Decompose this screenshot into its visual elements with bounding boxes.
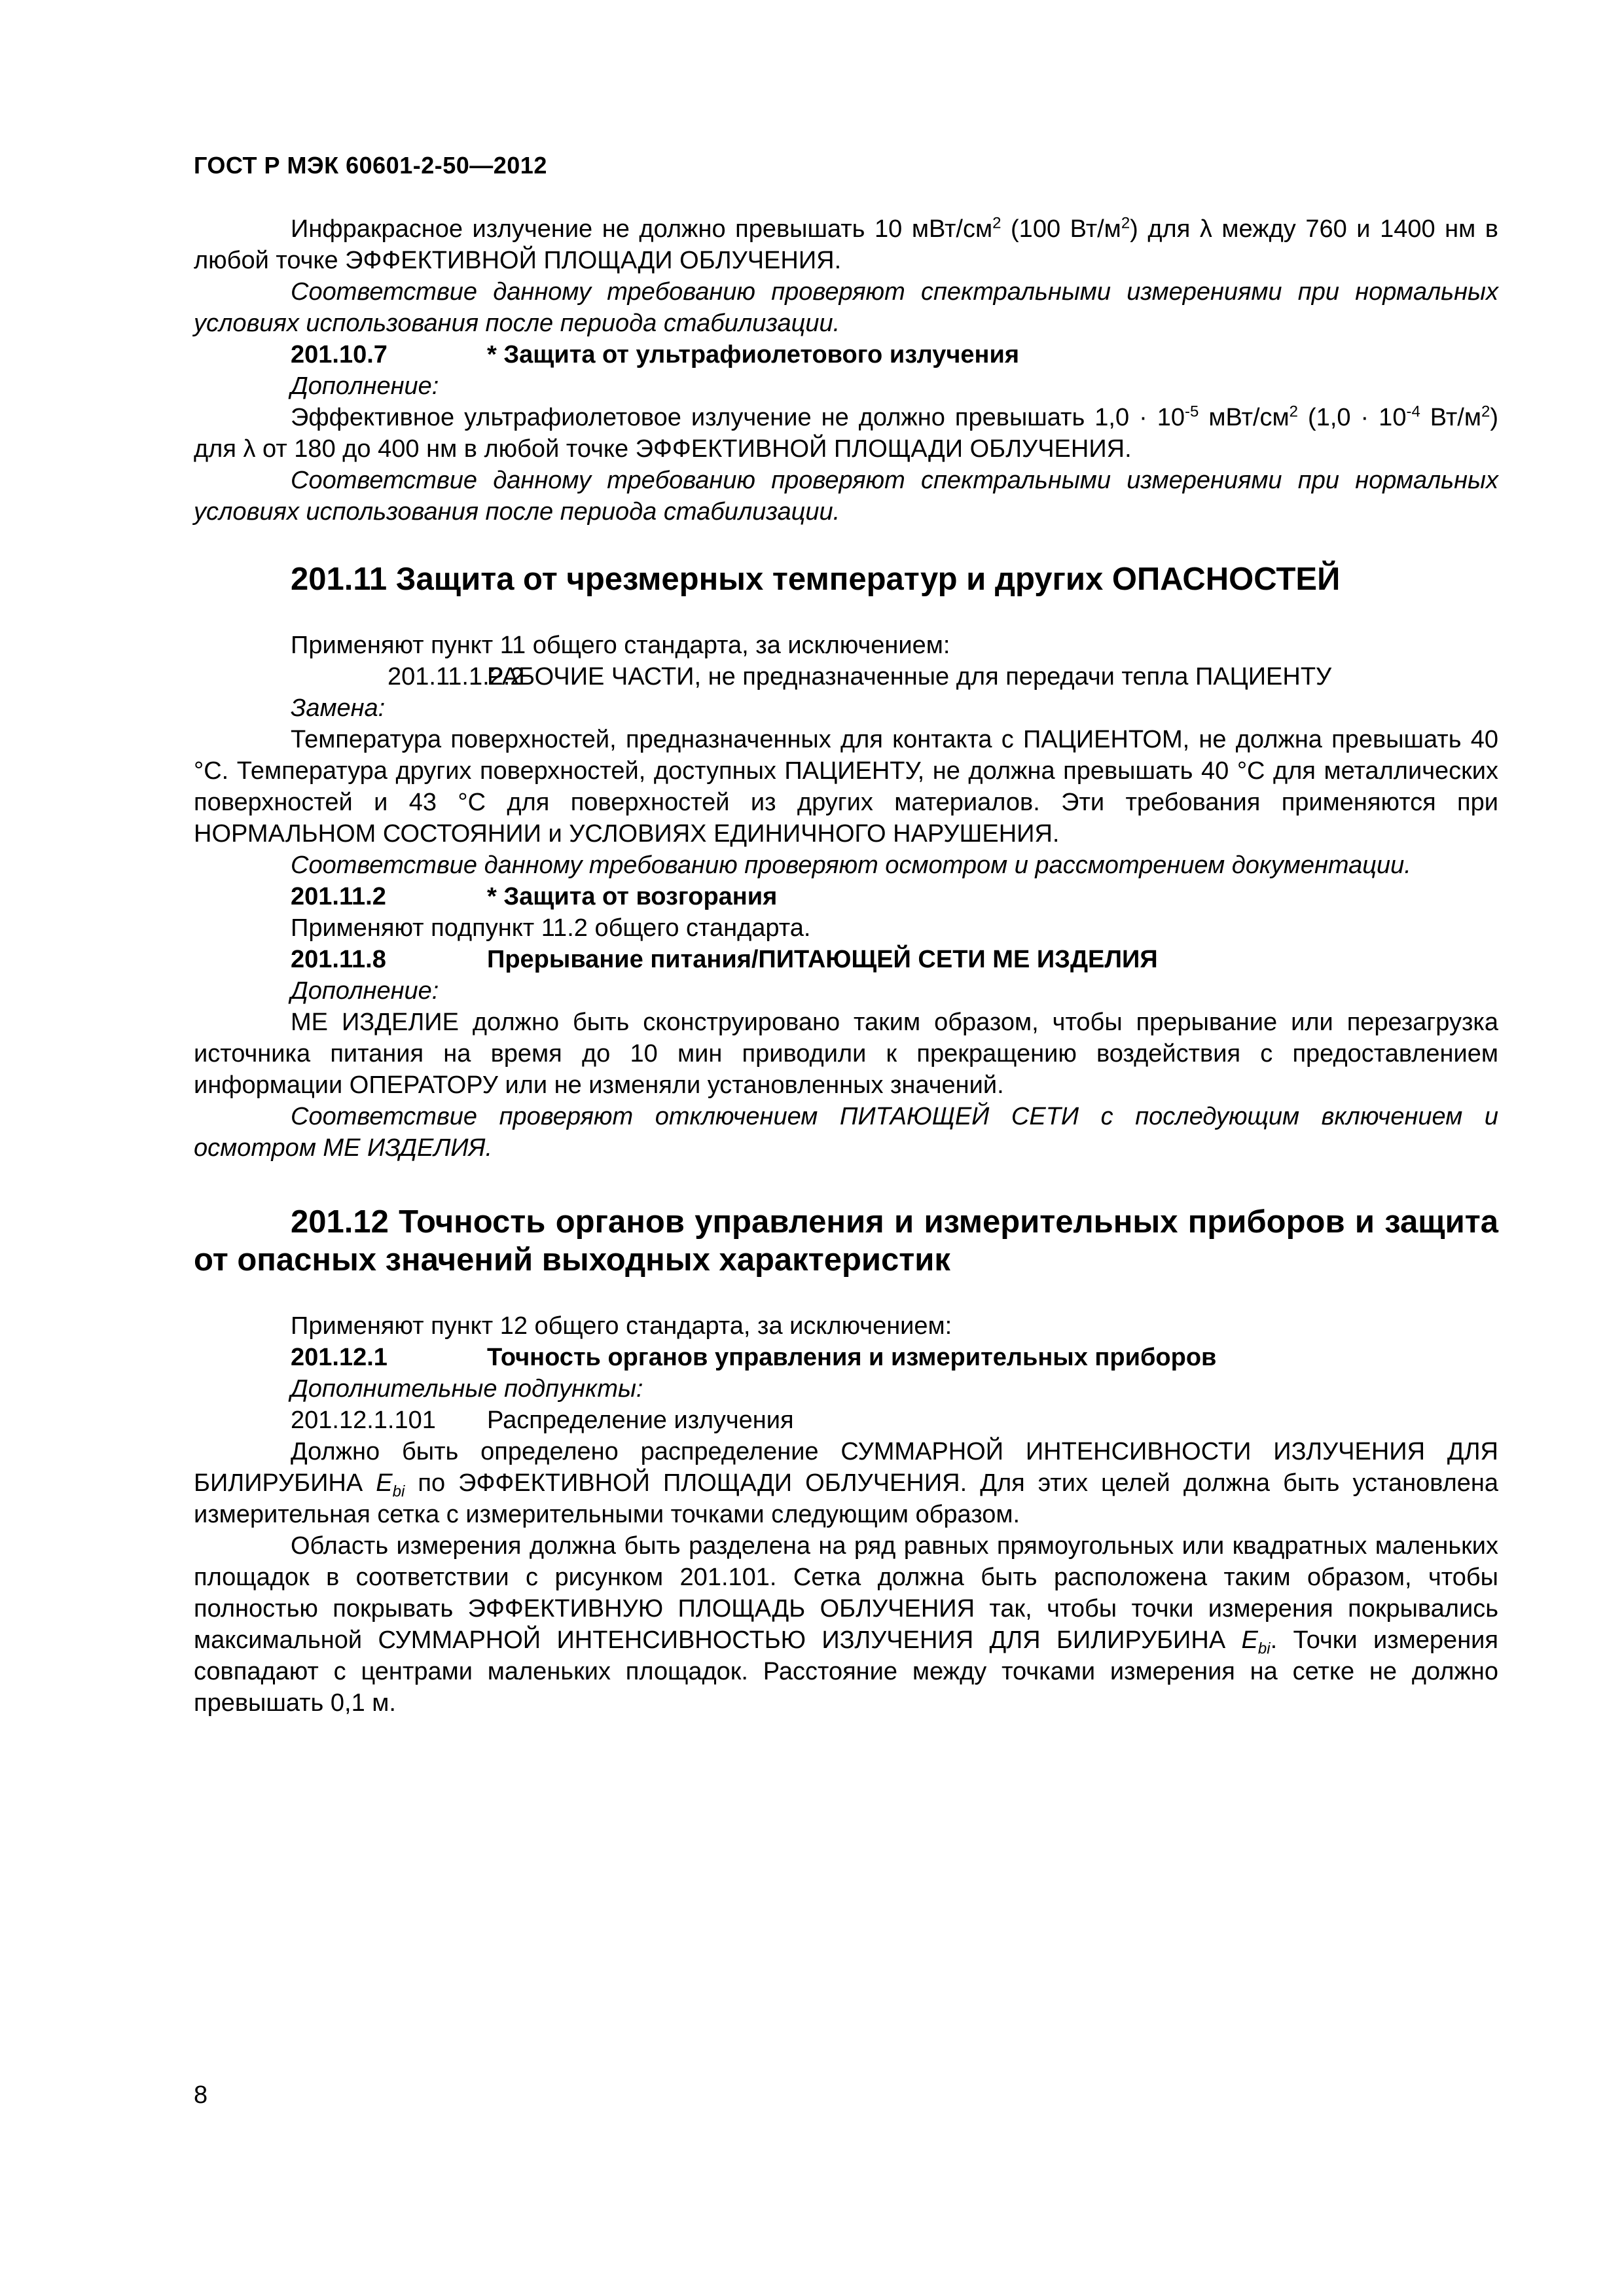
additional-subclauses-label: Дополнительные подпункты: [291,1375,643,1403]
paragraph-temperature: Температура поверхностей, предназначенных для контакта с ПАЦИЕНТОМ, не должна превышать 40 °С. Температура других поверхностей, доступных ПАЦИЕНТУ, не должна превышать 40 °С для металлических поверхностей и 43 °С для поверхностей из других материалов. Эти требования применяются при НОРМАЛЬНОМ СОСТОЯНИИ и УСЛОВИЯХ ЕДИНИЧНОГО НАРУШЕНИЯ. [194,726,1498,848]
paragraph-measurement-grid: Область измерения должна быть разделена на ряд равных прямоугольных или квадратных маленьких площадок в соответствии с рисунком 201.101. Сетка должна быть расположена таким образом, чтобы полностью покрывать ЭФФЕКТИВНУЮ ПЛОЩАДЬ ОБЛУЧЕНИЯ так, чтобы точки измерения покрывались максимальной СУММАРНОЙ ИНТЕНСИВНОСТЬЮ ИЗЛУЧЕНИЯ ДЛЯ БИЛИРУБИНА $E_{bi}$. Точки измерения совпадают с центрами маленьких площадок. Расстояние между точками измерения на сетке не должно превышать 0,1 м. [194,1532,1498,1717]
document-body [194,213,1498,1719]
subclause-201-12-1-101: 201.12.1.101 Распределение излучения [291,1407,794,1434]
compliance-uv: Соответствие данному требованию проверяют спектральными измерениями при нормальных условиях использования после периода стабилизации. [194,467,1498,526]
addition-label: Дополнение: [291,372,439,400]
section-heading-201-12: 201.12 Точность органов управления и измерительных приборов и защита от опасных значений выходных характеристик [194,1204,1498,1278]
replacement-label: Замена: [291,694,386,722]
subclause-201-12-1: 201.12.1 Точность органов управления и измерительных приборов [291,1344,1217,1371]
compliance-infrared: Соответствие данному требованию проверяют спектральными измерениями при нормальных условиях использования после периода стабилизации. [194,278,1498,337]
paragraph-infrared: Инфракрасное излучение не должно превышать 10 мВт/$см^2$ (100 $Вт/м^2$) для λ между 760 и 1400 нм в любой точке ЭФФЕКТИВНОЙ ПЛОЩАДИ ОБЛУЧЕНИЯ. [194,214,1498,274]
page-number: 8 [194,2081,208,2109]
document-header: ГОСТ Р МЭК 60601-2-50—2012 [194,152,547,179]
symbol-ebi: $E_{bi}$ [1241,1626,1271,1658]
subclause-201-11-1-2-2: 201.11.1.2.2РАБОЧИЕ ЧАСТИ, не предназначенные для передачи тепла ПАЦИЕНТУ [388,663,1332,691]
compliance-power-interruption: Соответствие проверяют отключением ПИТАЮЩЕЙ СЕТИ с последующим включением и осмотром МЕ ИЗДЕЛИЯ. [194,1103,1498,1162]
paragraph-s11-intro: Применяют пункт 11 общего стандарта, за исключением: [291,632,950,659]
paragraph-fire: Применяют подпункт 11.2 общего стандарта. [291,914,811,942]
paragraph-uv: Эффективное ультрафиолетовое излучение не должно превышать $1,0 \cdot 10^{-5}$ мВт/$см^2$ ($1,0 \cdot 10^{-4}$ $Вт/м^2$) для λ от 180 до 400 нм в любой точке ЭФФЕКТИВНОЙ ПЛОЩАДИ ОБЛУЧЕНИЯ. [194,403,1498,463]
compliance-temperature: Соответствие данному требованию проверяют осмотром и рассмотрением документации. [291,852,1411,879]
paragraph-power-interruption: МЕ ИЗДЕЛИЕ должно быть сконструировано таким образом, чтобы прерывание или перезагрузка источника питания на время до 10 мин приводили к прекращению воздействия с предоставлением информации ОПЕРАТОРУ или не изменяли установленных значений. [194,1009,1498,1099]
paragraph-s12-intro: Применяют пункт 12 общего стандарта, за исключением: [291,1312,952,1340]
subclause-201-10-7: 201.10.7 * Защита от ультрафиолетового излучения [291,341,1020,368]
subclause-201-11-2: 201.11.2 * Защита от возгорания [291,883,778,910]
addition-label: Дополнение: [291,977,439,1005]
symbol-ebi: $E_{bi}$ [376,1469,405,1501]
subclause-201-11-8: 201.11.8 Прерывание питания/ПИТАЮЩЕЙ СЕТИ МЕ ИЗДЕЛИЯ [291,946,1158,973]
paragraph-distribution: Должно быть определено распределение СУММАРНОЙ ИНТЕНСИВНОСТИ ИЗЛУЧЕНИЯ ДЛЯ БИЛИРУБИНА $E_{bi}$ по ЭФФЕКТИВНОЙ ПЛОЩАДИ ОБЛУЧЕНИЯ. Для этих целей должна быть установлена измерительная сетка с измерительными точками следующим образом. [194,1438,1498,1528]
section-heading-201-11: 201.11 Защита от чрезмерных температур и других ОПАСНОСТЕЙ [291,562,1341,597]
